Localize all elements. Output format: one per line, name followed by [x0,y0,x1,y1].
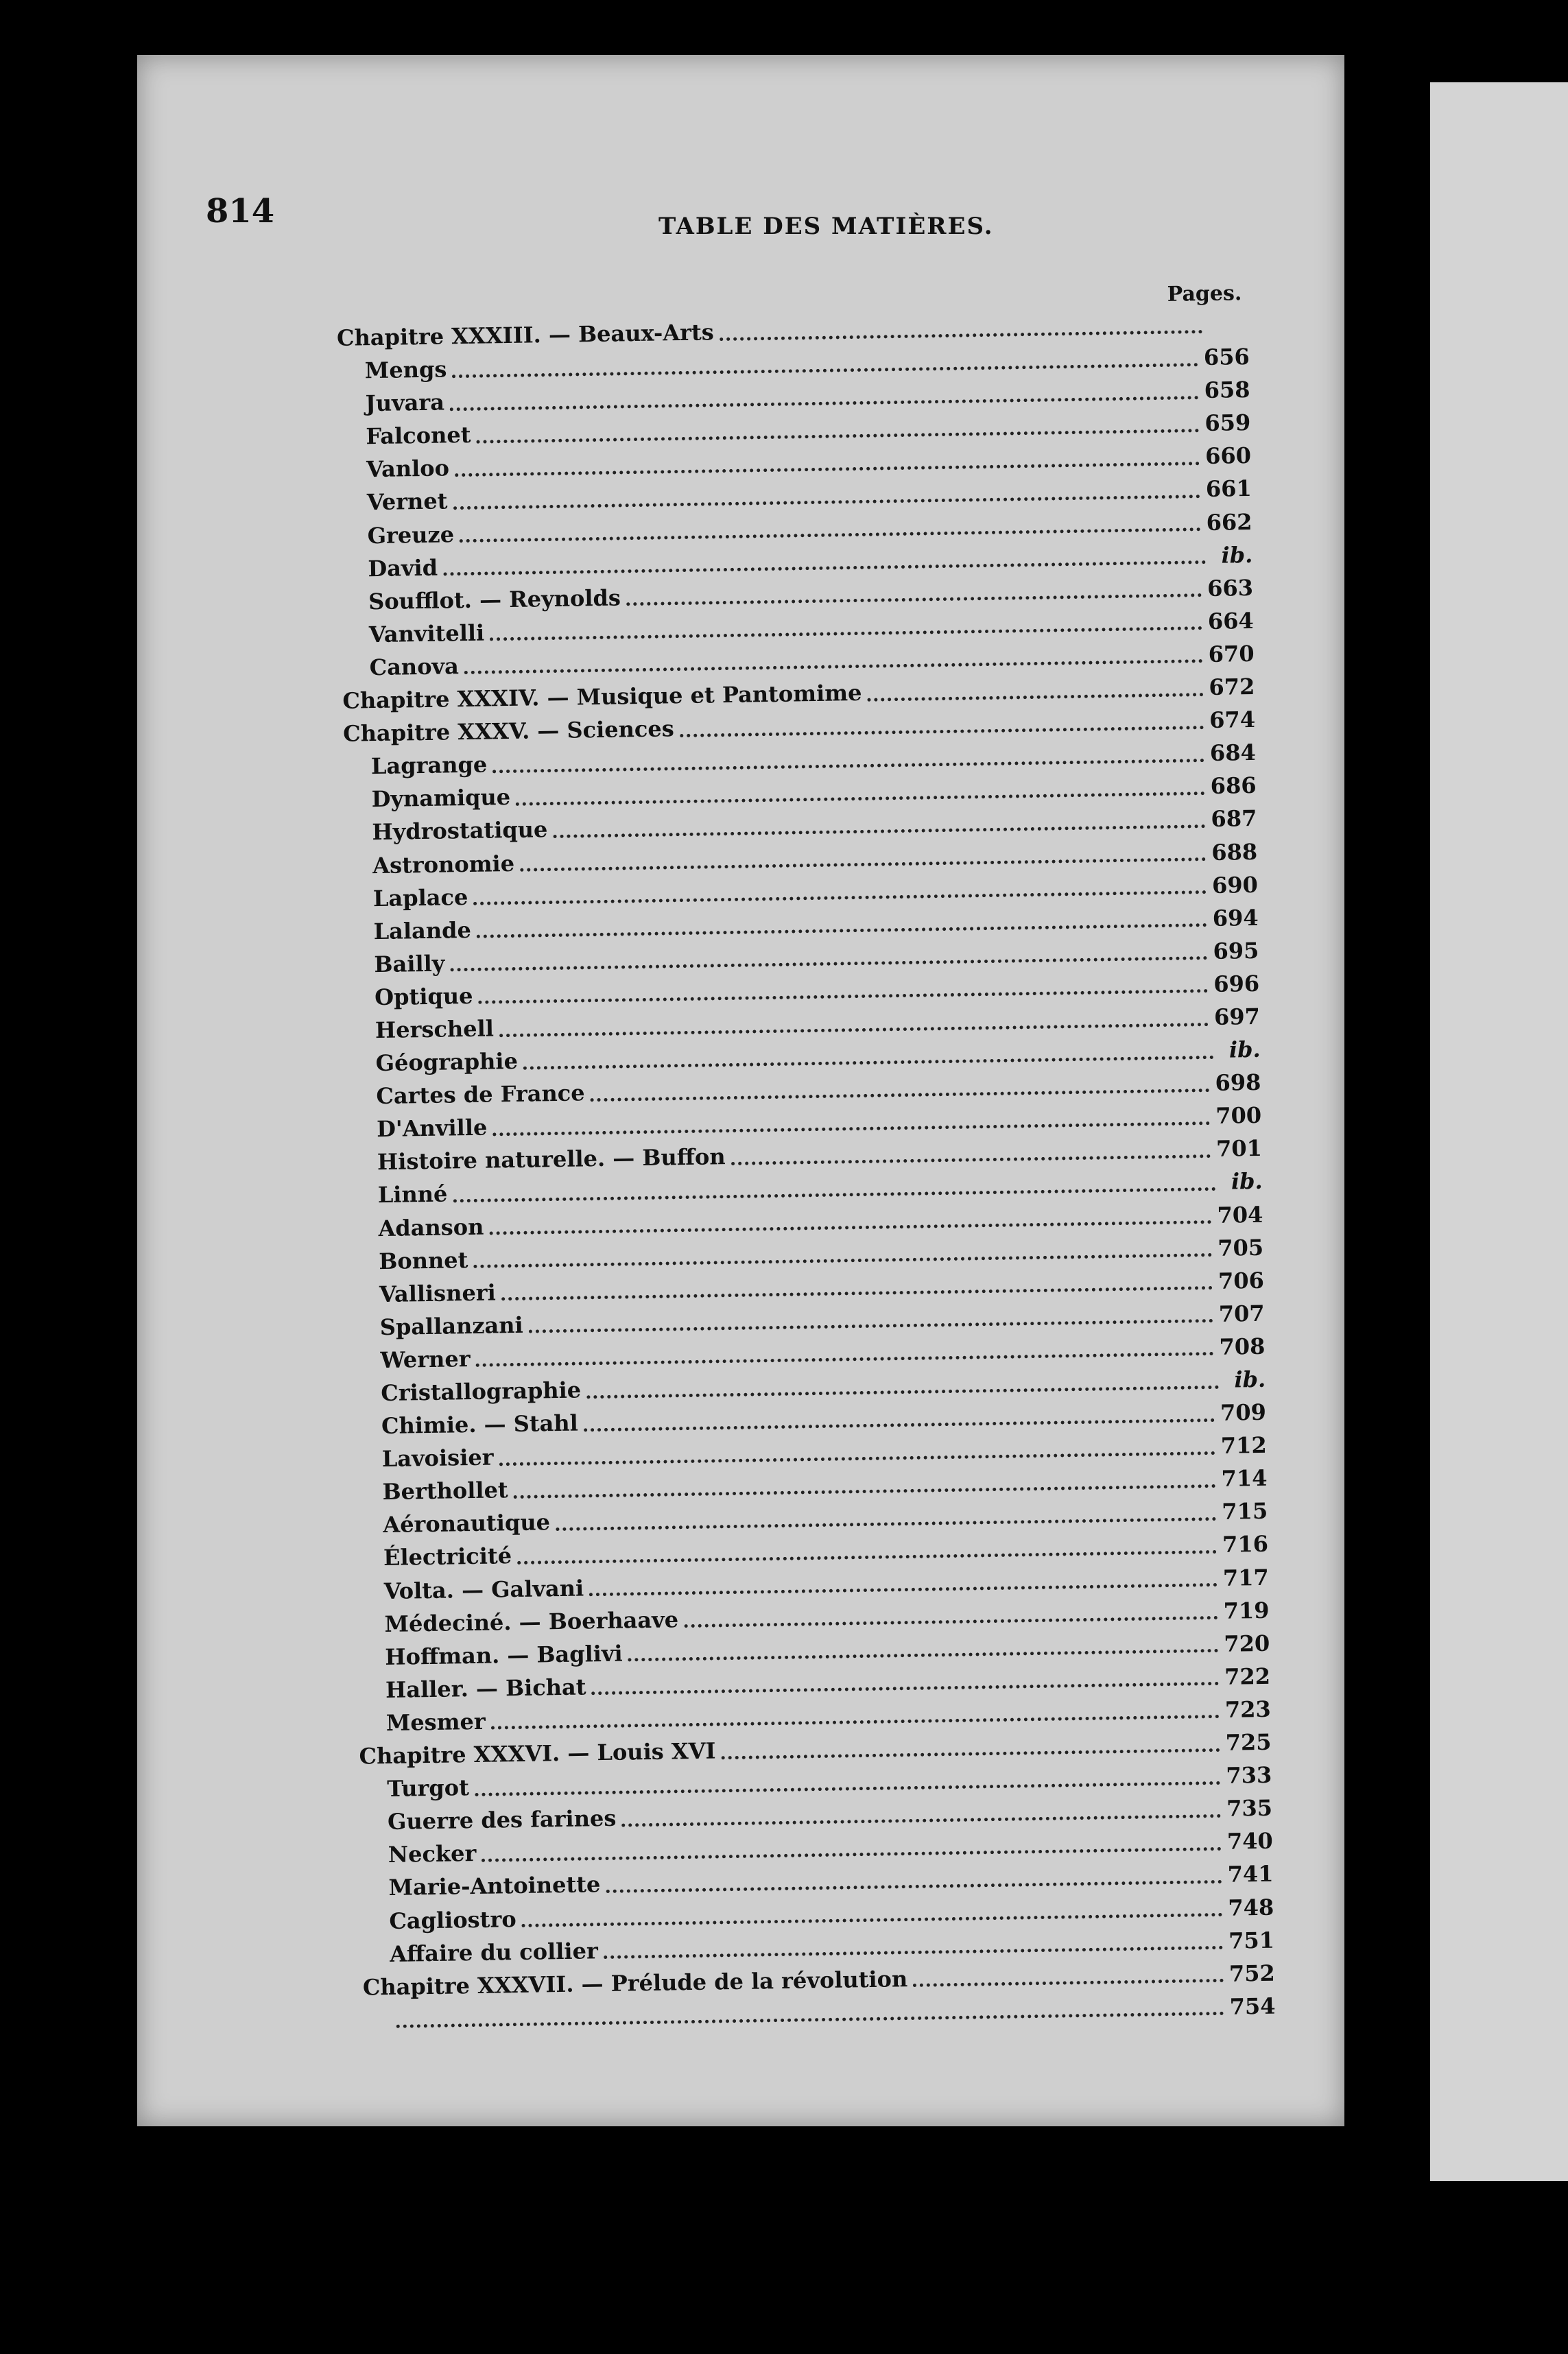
dot-leader [553,824,1205,838]
toc-entry-label: Canova [369,653,460,681]
toc-entry-label: Marie-Antoinette [388,1871,601,1901]
toc-entry-label: Optique [374,982,473,1011]
toc-page-number: 695 [1213,937,1259,964]
toc-entry-label: Chapitre XXXVII. — Prélude de la révolution [362,1965,908,2001]
toc-page-number: 688 [1211,838,1258,866]
dot-leader [720,330,1202,341]
toc-page-number: 659 [1204,409,1251,437]
dot-leader [586,1385,1219,1398]
toc-entry-label: Bailly [374,950,445,977]
dot-leader [628,1649,1219,1662]
toc-entry-label: Hoffman. — Baglivi [385,1640,623,1670]
dot-leader [606,1880,1222,1893]
toc-entry-label: Spallanzani [379,1311,523,1340]
toc-entry-label: Falconet [366,422,471,450]
toc-entry-label: Chapitre XXXIV. — Musique et Pantomime [342,679,862,714]
toc-page-number: 684 [1209,739,1257,767]
toc-entry-label: D'Anville [376,1114,488,1143]
dot-leader [584,1418,1215,1431]
toc-entry-label: Astronomie [372,850,515,879]
toc-page-number: 656 [1203,344,1250,371]
page-number: 814 [206,192,275,230]
toc-entry-label: Géographie [375,1047,519,1077]
toc-entry-label: Chapitre XXXVI. — Louis XVI [359,1737,716,1770]
toc-entry-label: Vallisneri [379,1279,497,1307]
toc-entry-label: Chimie. — Stahl [381,1410,579,1440]
toc-entry-label: Histoire naturelle. — Buffon [377,1143,726,1176]
dot-leader [731,1154,1211,1165]
toc-page-number: 697 [1213,1003,1261,1030]
facing-page-edge [1430,82,1568,2181]
toc-entry-label: Laplace [372,883,468,912]
toc-page-number: 663 [1207,574,1254,602]
toc-entry-label: Necker [388,1840,477,1868]
toc-page-number: 698 [1215,1069,1261,1097]
toc-page-number: 708 [1219,1333,1266,1360]
toc-entry-label: Bonnet [378,1246,468,1274]
toc-entry-label: Herschell [375,1015,495,1044]
toc-entry-label: Cagliostro [389,1905,516,1934]
toc-entry-label: Soufflot. — Reynolds [368,584,621,615]
dot-leader [589,1583,1217,1596]
toc-page-number: 709 [1220,1399,1267,1426]
dot-leader [522,1913,1223,1927]
toc-page-number: ib. [1234,1366,1266,1393]
dot-leader [556,1517,1217,1531]
toc-entry-label: Berthollet [382,1477,508,1506]
toc-entry-label: Chapitre XXXV. — Sciences [342,715,674,747]
toc-entry-label: Guerre des farines [387,1805,617,1835]
toc-page-number: 672 [1209,673,1255,701]
toc-entry-label: Hydrostatique [372,816,548,846]
dot-leader [684,1616,1218,1628]
toc-page-number: 707 [1218,1300,1265,1327]
toc-entry-label: Mesmer [385,1708,486,1736]
toc-page-number: ib. [1228,1036,1261,1063]
dot-leader [514,1484,1216,1499]
dot-leader [621,1814,1221,1827]
page-gutter [1406,82,1420,2181]
toc-page-number: 741 [1227,1861,1274,1888]
toc-entry-label: Turgot [387,1774,470,1803]
toc-entry-label: Médeciné. — Boerhaave [384,1606,679,1637]
toc-page-number: 700 [1215,1102,1262,1130]
toc-entry-label: Lalande [373,916,472,944]
running-title: TABLE DES MATIÈRES. [658,213,994,240]
dot-leader [520,857,1206,872]
toc-entry-label: Chapitre XXXIII. — Beaux-Arts [336,319,715,351]
toc-page-number: ib. [1221,541,1253,569]
dot-leader [592,1682,1220,1695]
toc-page-number: 740 [1226,1828,1274,1855]
dot-leader [516,792,1205,806]
dot-leader [529,1319,1213,1333]
toc-page-number: 694 [1212,904,1259,931]
toc-page-number: 717 [1222,1564,1269,1591]
dot-leader [604,1946,1224,1959]
toc-page-number: 720 [1224,1630,1270,1657]
toc-page-number: 752 [1228,1960,1276,1987]
toc-entry-label: Greuze [367,521,455,549]
toc-page-number: 690 [1211,871,1259,899]
toc-page-number: 715 [1222,1498,1268,1525]
toc-page-number: 701 [1215,1135,1263,1163]
toc-page-number: 722 [1224,1663,1271,1690]
toc-entry-label: Volta. — Galvani [383,1575,584,1604]
toc-page-number: 751 [1228,1927,1275,1954]
toc-page-number: 664 [1207,607,1255,634]
toc-entry-label: Juvara [365,389,445,417]
toc-page-number: 662 [1206,508,1252,536]
pages-column-label: Pages. [1167,281,1242,307]
toc-page-number: 754 [1229,1993,1276,2020]
toc-page-number: 716 [1222,1531,1269,1558]
toc-entry-label: Vanvitelli [368,619,485,648]
toc-entry-label: Mengs [364,356,447,384]
toc-page-number: 733 [1226,1761,1272,1789]
toc-page-number: 670 [1208,640,1255,667]
toc-entry-label: Dynamique [371,784,511,813]
toc-entry-label: Affaire du collier [389,1937,599,1967]
toc-entry-label: Cartes de France [376,1080,585,1110]
toc-page-number: 723 [1224,1696,1272,1723]
toc-page-number: 687 [1211,805,1257,833]
toc-entry-label: David [368,554,438,582]
toc-page-number: 748 [1228,1894,1274,1921]
toc-page-number: 714 [1221,1465,1268,1493]
toc-page-number: 660 [1204,442,1252,470]
dot-leader [722,1748,1220,1759]
toc-page-number: 658 [1204,377,1250,404]
toc-page-number: ib. [1231,1168,1263,1195]
toc-entry-label: Vanloo [366,455,450,483]
toc-page-number: 696 [1213,970,1260,997]
toc-entry-label: Électricité [383,1543,512,1571]
toc-entry-label: Lavoisier [381,1444,494,1473]
toc-entry-label: Cristallographie [381,1377,582,1407]
toc-entry-label: Vernet [366,488,448,516]
toc-entry-label: Haller. — Bichat [385,1674,586,1703]
dot-leader [913,1979,1224,1987]
toc-page-number: 661 [1205,475,1252,503]
toc-entry-label: Adanson [378,1213,484,1241]
toc-page-number: 725 [1225,1728,1272,1756]
dot-leader [626,593,1202,606]
toc-page-number: 686 [1210,772,1257,800]
toc-page-number: 719 [1223,1597,1270,1624]
toc-entry-label: Aéronautique [383,1509,551,1538]
dot-leader [517,1550,1217,1565]
dot-leader [523,1056,1214,1070]
toc-list [337,307,1276,2036]
toc-page-number: 712 [1220,1431,1267,1460]
toc-entry-label: Werner [380,1345,471,1373]
toc-entry-label: Linné [377,1180,448,1209]
toc-page-number: 735 [1226,1794,1273,1822]
toc-entry-label: Lagrange [370,751,488,780]
dot-leader [868,693,1204,702]
toc-page-number: 674 [1209,706,1256,734]
toc-page-number: 706 [1217,1267,1265,1294]
toc-page-number [1208,331,1249,332]
toc-page-number: 705 [1217,1234,1264,1261]
dot-leader [591,1089,1210,1102]
toc-page-number: 704 [1217,1201,1263,1228]
dot-leader [680,726,1204,737]
